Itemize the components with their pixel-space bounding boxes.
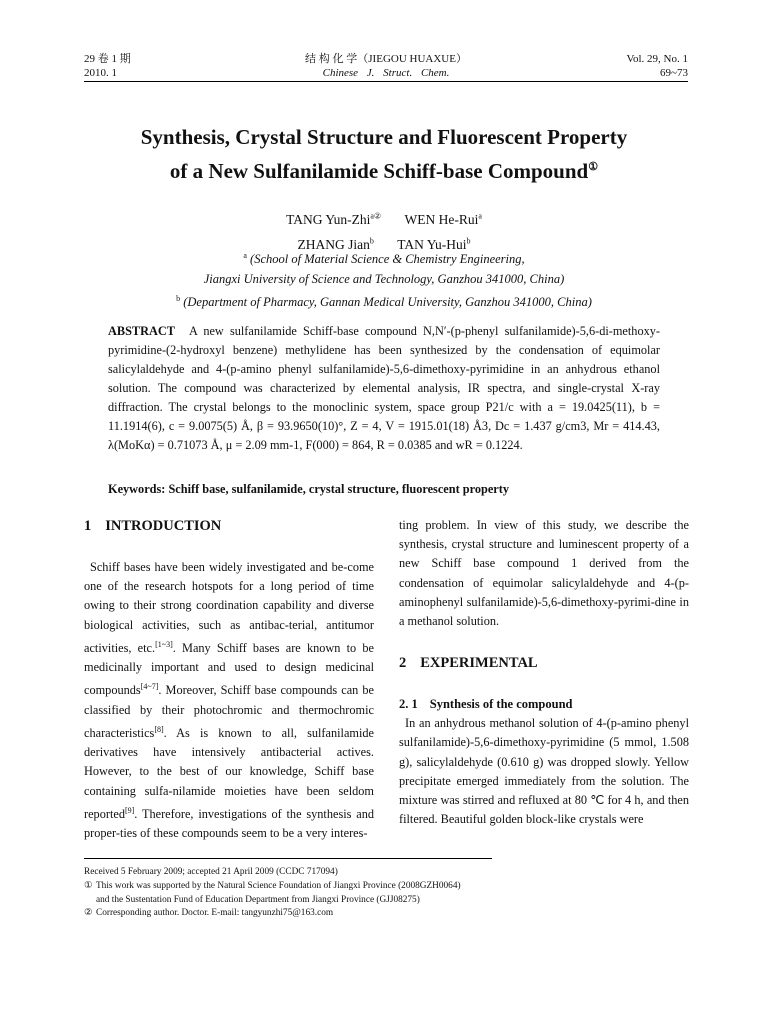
author-3-name: ZHANG Jian: [297, 237, 370, 252]
header-center: [84, 52, 688, 80]
footnote-symbol: ①: [84, 880, 93, 891]
author-1-sup: a②: [370, 211, 382, 220]
citation: [9]: [124, 805, 135, 815]
funding-text-1: This work was supported by the Natural Science Foundation of Jiangxi Province (2008GZH0064): [96, 880, 461, 891]
abstract-label: ABSTRACT: [108, 324, 175, 338]
volume-issue-cn: 29 卷 1 期: [84, 53, 131, 65]
intro-text-4: . As is known to all, sulfanilamide derivatives have intensively antibacterial actives. However, to the best of our knowledge, Schiff base containing sulfa-nilamide moieties have been seldom reported: [84, 725, 374, 821]
section-heading-experimental: [399, 653, 689, 673]
affiliation-b-sup: b: [176, 294, 181, 304]
synthesis-paragraph: In an anhydrous methanol solution of 4-(p-amino phenyl sulfanilamide)-5,6-dimethoxy-pyrimidine (5 mmol, 1.508 g), salicylaldehyde (0.610 g) was dropped slowly. Yellow precipitate emerged immediately from the solution. The mixture was stirred and refluxed at 80 ℃ for 4 h, and then filtered. Beautiful golden block-like crystals were: [399, 716, 689, 827]
intro-text-5: . Therefore, investigations of the synthesis and proper-ties of these compounds seem to be a very interes-: [84, 806, 374, 841]
section-number: 2: [399, 655, 407, 672]
author-1: [286, 212, 381, 227]
subsection-number: 2. 1: [399, 697, 418, 712]
intro-text-2: . Many Schiff bases are known to be medicinally important and used to design medicinal compounds: [84, 640, 374, 698]
running-header: [84, 52, 688, 82]
volume-number: Vol. 29, No. 1: [626, 53, 688, 65]
section-title: INTRODUCTION: [105, 518, 222, 534]
author-3-sup: b: [369, 236, 374, 246]
affiliation-b-line: (Department of Pharmacy, Gannan Medical University, Ganzhou 341000, China): [183, 295, 592, 310]
issue-date: 2010. 1: [84, 67, 117, 79]
paper-title: [60, 122, 708, 186]
affiliation-a: [60, 246, 708, 269]
affiliation-a-line-1: (School of Material Science & Chemistry Engineering,: [250, 252, 525, 267]
subsection-title: Synthesis of the compound: [429, 697, 573, 712]
author-4-sup: b: [466, 236, 471, 246]
affiliations: [60, 246, 708, 312]
affiliation-a-line-2: Jiangxi University of Science and Technology, Ganzhou 341000, China): [203, 272, 565, 287]
corresponding-author-text: Corresponding author. Doctor. E-mail: tangyunzhi75@163.com: [96, 908, 334, 919]
subsection-heading-synthesis: [399, 695, 689, 714]
footnote-rule: [84, 858, 492, 859]
left-column: [84, 516, 374, 843]
header-rule: [84, 81, 688, 82]
intro-paragraph: [84, 558, 374, 843]
citation: [4~7]: [140, 682, 159, 692]
section-heading-introduction: [84, 516, 374, 536]
title-line-2-text: of a New Sulfanilamide Schiff-base Compound: [169, 159, 589, 183]
citation: [1~3]: [155, 639, 173, 649]
author-4-name: TAN Yu-Hui: [397, 237, 467, 252]
intro-text-3: . Moreover, Schiff base compounds can be classified by their photochromic and thermochromic characteristics: [84, 683, 374, 740]
intro-text-1: Schiff bases have been widely investigated and be-come one of the research hotspots for a long period of time owing to their strong coordination capability and diverse biological activities, such as antibac-terial, antitumor activities, etc.: [84, 560, 374, 655]
received-note: Received 5 February 2009; accepted 21 April 2009 (CCDC 717094): [84, 867, 338, 877]
intro-continuation: ting problem. In view of this study, we describe the synthesis, crystal structure and luminescent property of a new Schiff base compound 1 derived from the condensation of equimolar salicylaldehyde and 4-(p-aminophenyl sulfanilamide)-5,6-dimethoxy-pyrimi-dine in a methanol solution.: [399, 518, 689, 629]
author-2: [404, 212, 481, 227]
author-1-name: TANG Yun-Zhi: [286, 211, 371, 227]
title-footnote-mark: ①: [588, 161, 599, 173]
funding-note: [84, 880, 688, 894]
header-right: [626, 52, 688, 80]
footnotes: [84, 866, 688, 921]
author-2-name: WEN He-Rui: [404, 211, 479, 227]
title-line-2: [60, 152, 708, 186]
corresponding-author-note: [84, 907, 688, 921]
affiliation-a-sup: a: [243, 251, 247, 260]
footnote-symbol: ②: [84, 908, 93, 919]
section-number: 1: [84, 518, 92, 534]
abstract: [108, 322, 660, 455]
citation: [8]: [154, 724, 164, 734]
section-title: EXPERIMENTAL: [420, 655, 538, 672]
author-2-sup: a: [478, 211, 482, 220]
affiliation-b: [60, 289, 708, 312]
journal-name-en: Chinese J. Struct. Chem.: [322, 67, 450, 79]
keywords: Keywords: Schiff base, sulfanilamide, crystal structure, fluorescent property: [108, 482, 509, 496]
journal-name-cn: 结 构 化 学（JIEGOU HUAXUE）: [305, 53, 467, 65]
page-range: 69~73: [660, 67, 688, 79]
abstract-text: A new sulfanilamide Schiff-base compound N,N′-(p-phenyl sulfanilamide)-5,6-di-methoxy- pyrimidine-(2-hydroxyl benzene) methylidene has been synthesized by the condensation of equimolar salicylaldehyde and 4-(p-amino phenyl sulfanilamide)-5,6-dimethoxy-pyrimidine in an anhydrous ethanol solution. The compound was characterized by elemental analysis, IR spectra, and single-crystal X-ray diffraction. The crystal belongs to the monoclinic system, space group P21/c with a = 19.0425(11), b = 11.1914(6), c = 9.0075(5) Å, β = 93.9650(10)°, Z = 4, V = 1915.01(18) Å3, Dc = 1.437 g/cm3, Mr = 414.43, λ(MoKα) = 0.71073 Å, μ = 2.09 mm-1, F(000) = 864, R = 0.0385 and wR = 0.1224.: [108, 324, 660, 452]
right-column: [399, 516, 689, 829]
title-line-1: Synthesis, Crystal Structure and Fluorescent Property: [140, 125, 628, 149]
funding-text-2: and the Sustentation Fund of Education Department from Jiangxi Province (GJJ08275): [96, 894, 420, 905]
